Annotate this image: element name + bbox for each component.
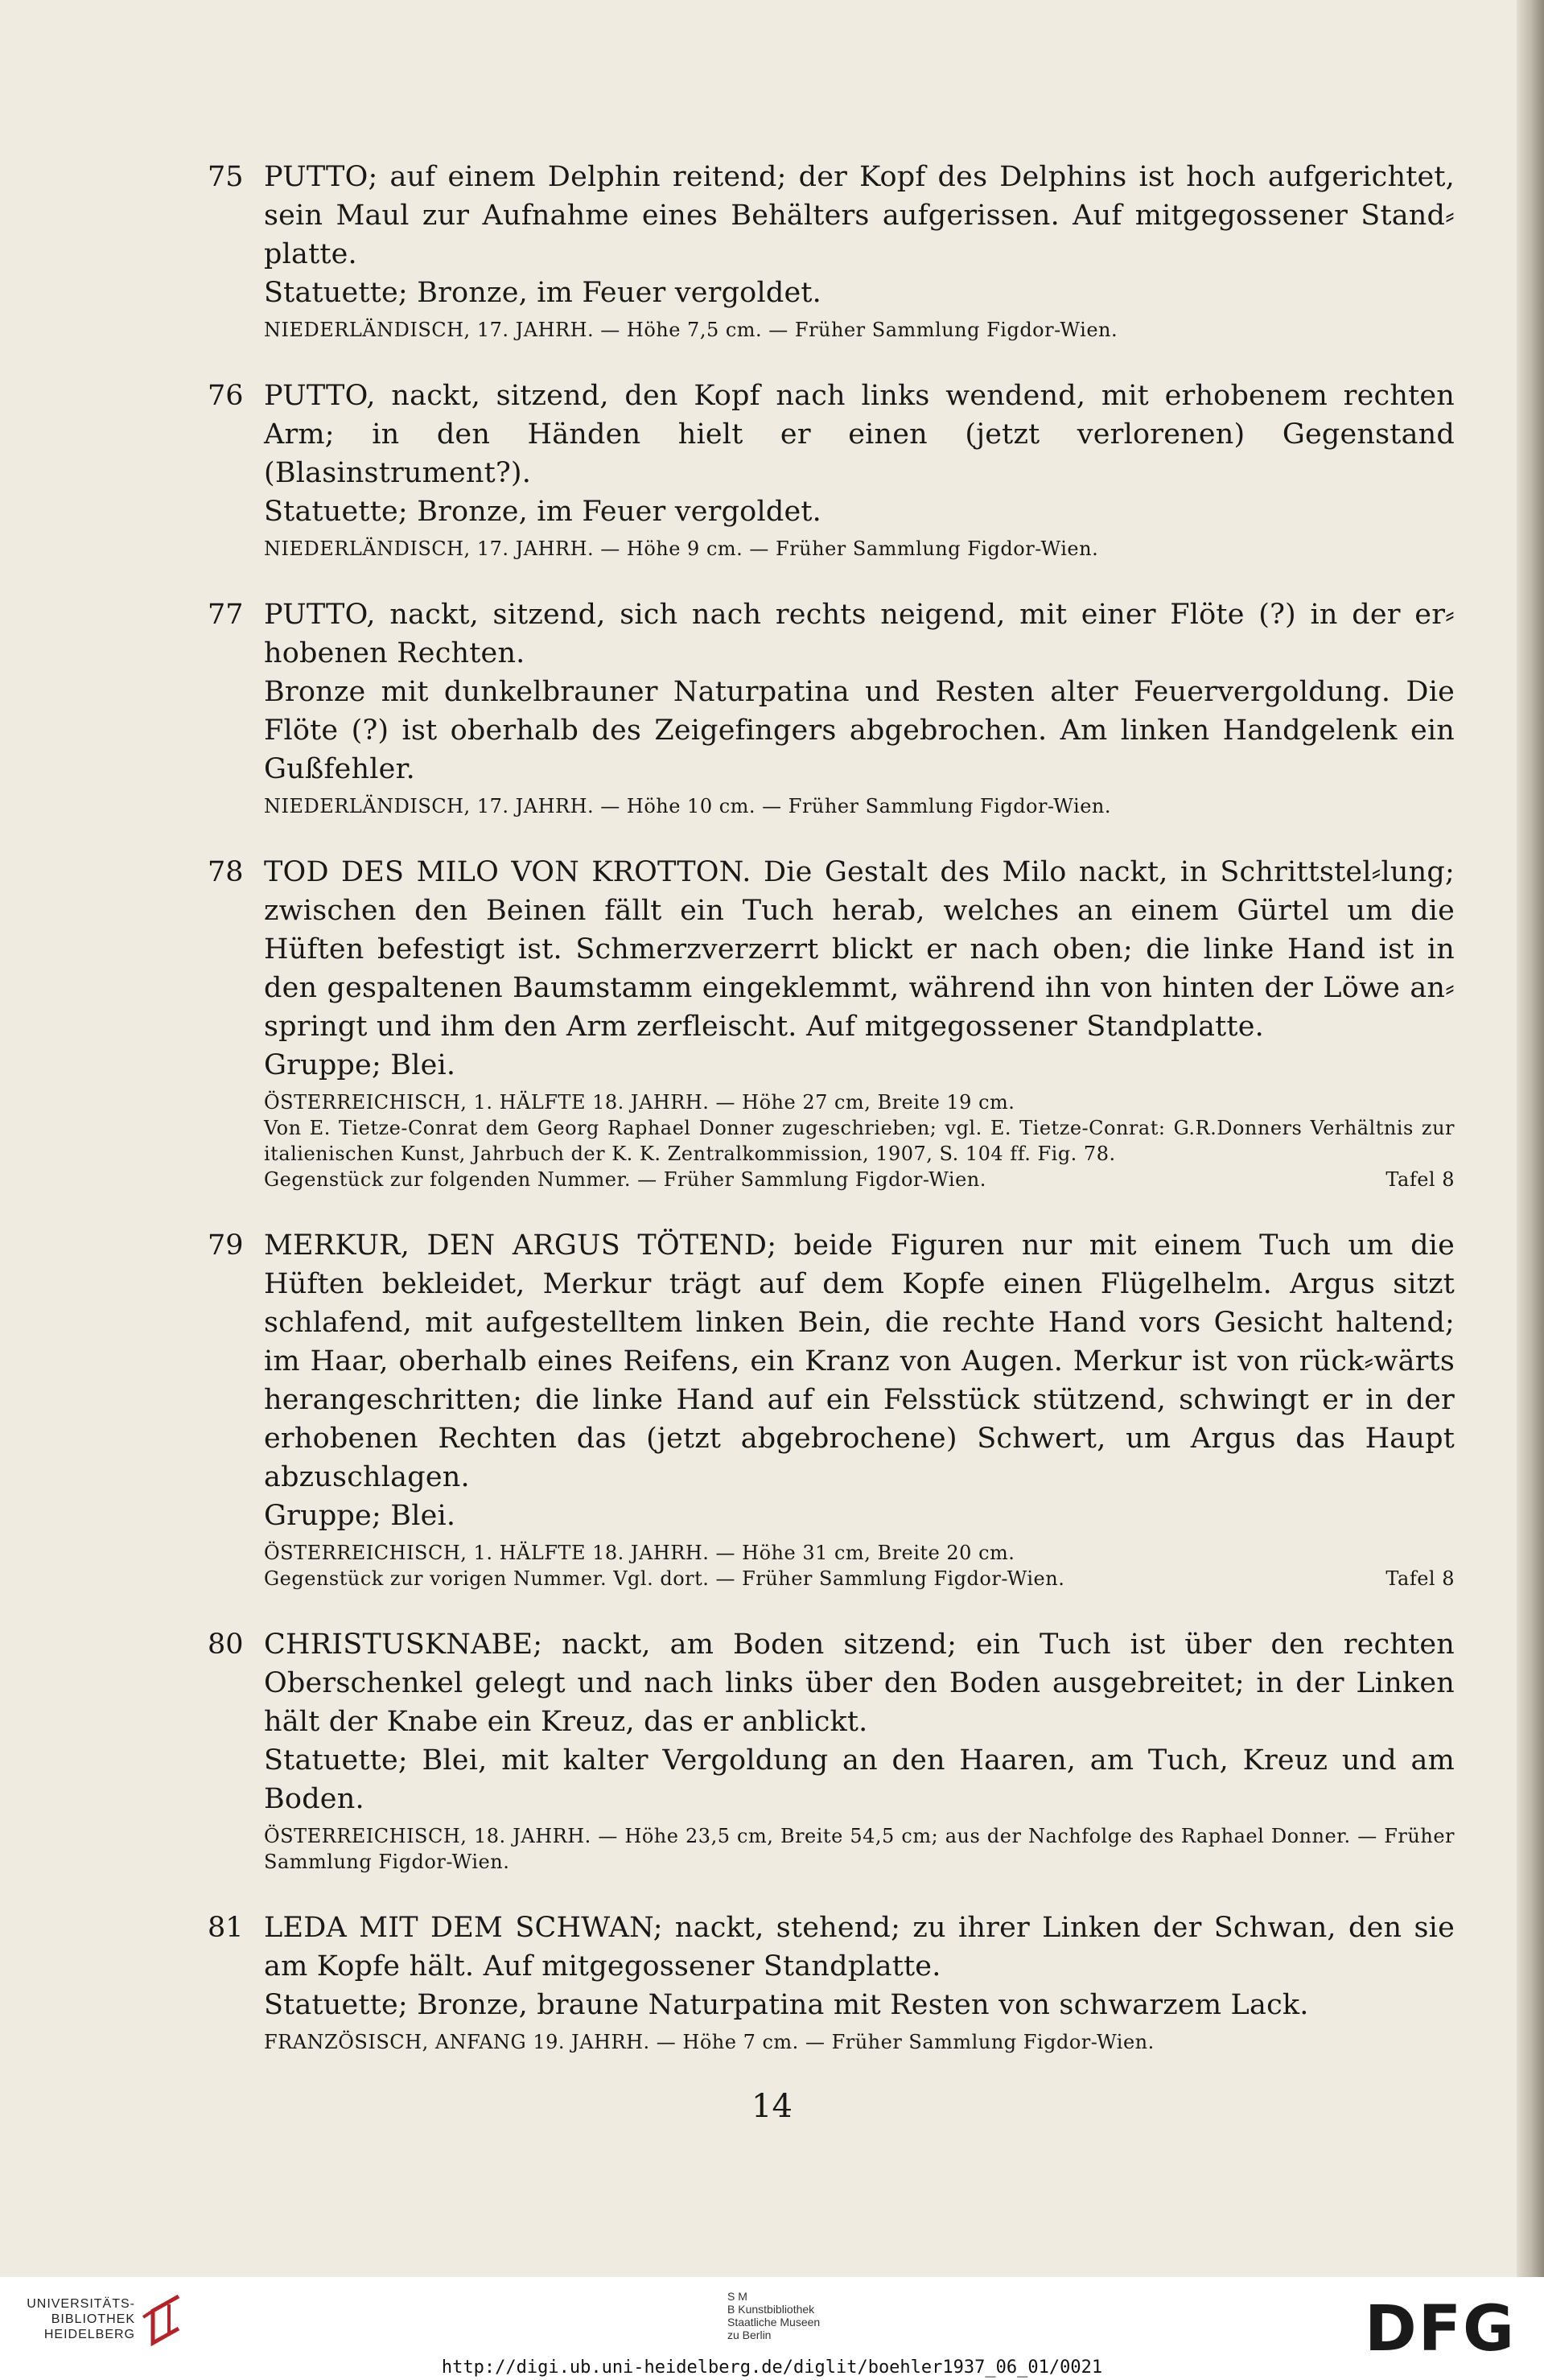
smb-kunstbibliothek-wordmark[interactable] — [727, 2290, 820, 2341]
wordmark-line: UNIVERSITÄTS- — [27, 2297, 135, 2311]
entry-title-text: PUTTO; auf einem Delphin reitend; der Kopf des Delphins ist hoch aufgerichtet, sein Maul zur Aufnahme eines Behälters aufgerissen. Auf mitgegossener Stand⸗platte. — [264, 161, 1455, 270]
entry-title-text: PUTTO, nackt, sitzend, den Kopf nach links wendend, mit erhobenem rechten Arm; in den Händen hielt er einen (jetzt verlorenen) Gegenstand (Blasinstrument?). — [264, 380, 1455, 489]
entry-provenance: FRANZÖSISCH, ANFANG 19. JAHRH. — Höhe 7 cm. — Früher Sammlung Figdor-Wien. — [264, 2031, 1155, 2053]
catalog-entry-75 — [208, 158, 1455, 343]
entry-provenance: NIEDERLÄNDISCH, 17. JAHRH. — Höhe 10 cm. — Früher Sammlung Figdor-Wien. — [264, 795, 1111, 817]
catalog-entry-79 — [208, 1226, 1455, 1591]
entry-title-text: LEDA MIT DEM SCHWAN; nackt, stehend; zu ihrer Linken der Schwan, den sie am Kopfe hält. Auf mitgegossener Standplatte. — [264, 1912, 1455, 1983]
entry-material: Gruppe; Blei. — [264, 1500, 456, 1532]
entry-number: 78 — [208, 856, 244, 888]
entry-counterpart-note: Gegenstück zur folgenden Nummer. — Früher Sammlung Figdor-Wien. — [264, 1168, 986, 1191]
permalink-url[interactable]: http://digi.ub.uni-heidelberg.de/diglit/boehler1937_06_01/0021 — [441, 2357, 1103, 2378]
plate-reference: Tafel 8 — [1385, 1168, 1455, 1191]
entry-material: Statuette; Bronze, im Feuer vergoldet. — [264, 496, 821, 528]
plate-reference: Tafel 8 — [1385, 1567, 1455, 1590]
entry-title-text: CHRISTUSKNABE; nackt, am Boden sitzend; ein Tuch ist über den rechten Oberschenkel gelegt und nach links über den Boden ausgebreitet; in der Linken hält der Knabe ein Kreuz, das er anblickt. — [264, 1629, 1455, 1738]
entry-material: Statuette; Bronze, braune Naturpatina mit Resten von schwarzem Lack. — [264, 1989, 1309, 2021]
wordmark-line: B Kunstbibliothek — [727, 2303, 815, 2316]
entry-number: 80 — [208, 1629, 244, 1661]
entry-material: Statuette; Blei, mit kalter Vergoldung an den Haaren, am Tuch, Kreuz und am Boden. — [264, 1744, 1455, 1815]
catalog-entry-80 — [208, 1625, 1455, 1875]
entry-footer-row — [264, 1167, 1455, 1192]
entry-attribution-note: Von E. Tietze-Conrat dem Georg Raphael Donner zugeschrieben; vgl. E. Tietze-Conrat: G.R.Donners Verhältnis zur italienischen Kunst, Jahrbuch der K. K. Zentralkommission, 1907, S. 104 ff. Fig. 78. — [264, 1117, 1455, 1165]
entry-material: Gruppe; Blei. — [264, 1049, 456, 1081]
dfg-logo[interactable]: DFG — [1365, 2293, 1517, 2366]
wordmark-line: zu Berlin — [727, 2329, 772, 2341]
entry-title-text: PUTTO, nackt, sitzend, sich nach rechts neigend, mit einer Flöte (?) in der er⸗hobenen Rechten. — [264, 599, 1455, 669]
entry-provenance: ÖSTERREICHISCH, 1. HÄLFTE 18. JAHRH. — Höhe 31 cm, Breite 20 cm. — [264, 1542, 1015, 1564]
wordmark-line: S M — [727, 2290, 747, 2303]
wordmark-line: Staatliche Museen — [727, 2316, 821, 2329]
university-library-wordmark[interactable] — [23, 2296, 135, 2342]
catalog-entries — [208, 158, 1455, 2089]
page-edge-shadow — [1517, 0, 1544, 2277]
entry-title-text: MERKUR, DEN ARGUS TÖTEND; beide Figuren nur mit einem Tuch um die Hüften bekleidet, Merkur trägt auf dem Kopfe einen Flügelhelm. Argus sitzt schlafend, mit aufgestelltem linken Bein, die rechte Hand vors Gesicht haltend; im Haar, oberhalb eines Reifens, ein Kranz von Augen. Merkur ist von rück⸗wärts herangeschritten; die linke Hand auf ein Felsstück stützend, schwingt er in der erhobenen Rechten das (jetzt abgebrochene) Schwert, um Argus das Haupt abzuschlagen. — [264, 1229, 1455, 1493]
heidelberg-logo-icon[interactable] — [137, 2293, 188, 2349]
entry-material: Statuette; Bronze, im Feuer vergoldet. — [264, 277, 821, 309]
wordmark-line: HEIDELBERG — [43, 2328, 135, 2341]
entry-number: 77 — [208, 599, 244, 631]
digitization-footer — [0, 2277, 1544, 2380]
wordmark-line: BIBLIOTHEK — [51, 2312, 135, 2326]
page-number: 14 — [751, 2088, 793, 2125]
entry-number: 79 — [208, 1229, 244, 1262]
catalog-entry-76 — [208, 377, 1455, 562]
entry-material: Bronze mit dunkelbrauner Naturpatina und Resten alter Feuervergoldung. Die Flöte (?) ist oberhalb des Zeigefingers abgebrochen. Am linken Handgelenk ein Gußfehler. — [264, 676, 1455, 785]
entry-counterpart-note: Gegenstück zur vorigen Nummer. Vgl. dort. — Früher Sammlung Figdor-Wien. — [264, 1567, 1065, 1590]
entry-number: 81 — [208, 1912, 244, 1944]
entry-number: 76 — [208, 380, 244, 412]
entry-footer-row — [264, 1566, 1455, 1591]
entry-number: 75 — [208, 161, 244, 193]
entry-title-text: TOD DES MILO VON KROTTON. Die Gestalt des Milo nackt, in Schrittstel⸗lung; zwischen den Beinen fällt ein Tuch herab, welches an einem Gürtel um die Hüften befestigt ist. Schmerzverzerrt blickt er nach oben; die linke Hand ist in den gespaltenen Baumstamm eingeklemmt, während ihn von hinten der Löwe an⸗springt und ihm den Arm zerfleischt. Auf mitgegossener Standplatte. — [264, 856, 1455, 1043]
entry-provenance: ÖSTERREICHISCH, 18. JAHRH. — Höhe 23,5 cm, Breite 54,5 cm; aus der Nachfolge des Raphael Donner. — Früher Sammlung Figdor-Wien. — [264, 1825, 1455, 1873]
entry-provenance: NIEDERLÄNDISCH, 17. JAHRH. — Höhe 7,5 cm. — Früher Sammlung Figdor-Wien. — [264, 319, 1118, 341]
catalog-entry-77 — [208, 595, 1455, 819]
entry-provenance: NIEDERLÄNDISCH, 17. JAHRH. — Höhe 9 cm. — Früher Sammlung Figdor-Wien. — [264, 537, 1099, 560]
entry-provenance: ÖSTERREICHISCH, 1. HÄLFTE 18. JAHRH. — Höhe 27 cm, Breite 19 cm. — [264, 1091, 1015, 1114]
catalog-entry-81 — [208, 1909, 1455, 2055]
catalog-entry-78 — [208, 853, 1455, 1192]
